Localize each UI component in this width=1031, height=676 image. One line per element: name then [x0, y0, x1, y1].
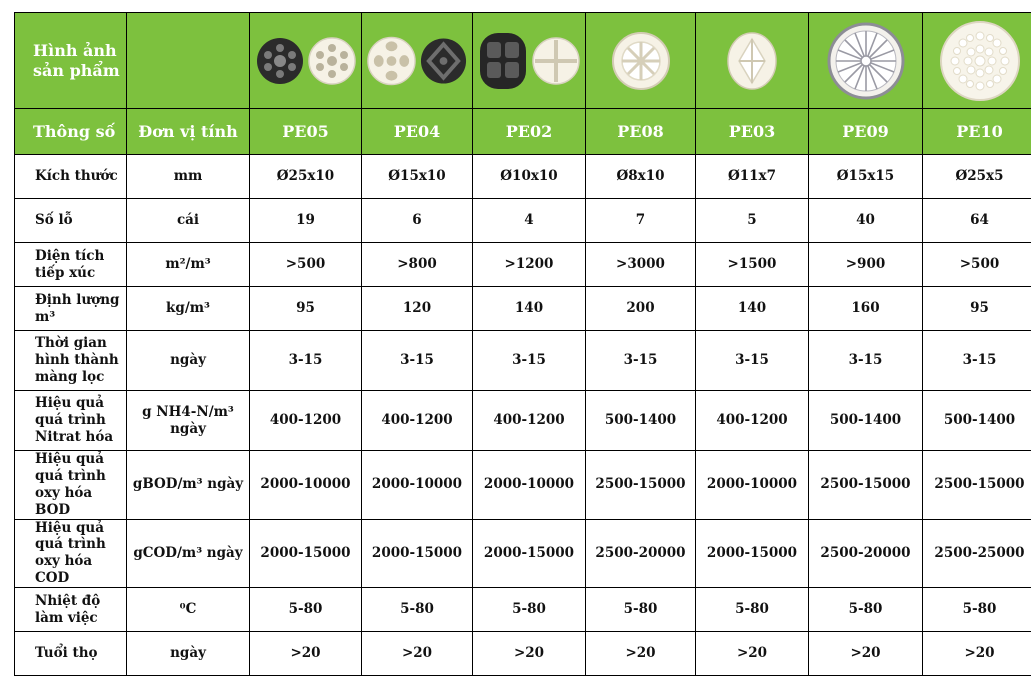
value-cell: 500-1400	[586, 391, 696, 451]
row-label: Hiệu quả quá trình oxy hóa BOD	[15, 451, 127, 520]
product-header-pe05: PE05	[250, 109, 362, 155]
value-cell: Ø25x5	[923, 155, 1031, 199]
value-cell: 7	[586, 199, 696, 243]
value-cell: 2000-15000	[250, 519, 362, 588]
pe02-white-media-icon	[531, 36, 581, 86]
param-header: Thông số	[15, 109, 127, 155]
value-cell: 3-15	[362, 331, 473, 391]
header-row	[15, 109, 1031, 155]
pe03-white-media-icon	[725, 29, 779, 93]
value-cell: 5-80	[923, 588, 1031, 632]
value-cell: Ø15x15	[809, 155, 923, 199]
row-label: Hiệu quả quá trình oxy hóa COD	[15, 519, 127, 588]
value-cell: 400-1200	[696, 391, 809, 451]
value-cell: Ø10x10	[473, 155, 586, 199]
image-row	[15, 13, 1031, 109]
value-cell: >20	[362, 632, 473, 676]
row-label: Hiệu quả quá trình Nitrat hóa	[15, 391, 127, 451]
value-cell: 2000-10000	[696, 451, 809, 520]
pe02-black-media-icon	[477, 30, 529, 92]
value-cell: 2500-15000	[586, 451, 696, 520]
pe04-black-media-icon	[419, 36, 468, 86]
value-cell: 2500-20000	[809, 519, 923, 588]
value-cell: >500	[923, 243, 1031, 287]
value-cell: 5	[696, 199, 809, 243]
product-header-pe08: PE08	[586, 109, 696, 155]
pe05-black-media-icon	[255, 36, 305, 86]
value-cell: 95	[250, 287, 362, 331]
value-cell: >20	[809, 632, 923, 676]
value-cell: 500-1400	[809, 391, 923, 451]
product-header-pe03: PE03	[696, 109, 809, 155]
unit-header: Đơn vị tính	[127, 109, 250, 155]
table-row	[15, 199, 1031, 243]
value-cell: 2500-15000	[809, 451, 923, 520]
unit-cell: g NH4-N/m³ ngày	[127, 391, 250, 451]
value-cell: >500	[250, 243, 362, 287]
value-cell: 2000-10000	[473, 451, 586, 520]
table-row	[15, 519, 1031, 588]
value-cell: 5-80	[362, 588, 473, 632]
value-cell: Ø25x10	[250, 155, 362, 199]
table-row	[15, 287, 1031, 331]
value-cell: >3000	[586, 243, 696, 287]
value-cell: 2500-25000	[923, 519, 1031, 588]
value-cell: >1200	[473, 243, 586, 287]
row-label: Kích thước	[15, 155, 127, 199]
value-cell: 5-80	[250, 588, 362, 632]
table-row	[15, 155, 1031, 199]
pe05-image-cell	[250, 13, 362, 109]
unit-cell: ⁰C	[127, 588, 250, 632]
table-row	[15, 588, 1031, 632]
value-cell: >20	[473, 632, 586, 676]
unit-cell: gBOD/m³ ngày	[127, 451, 250, 520]
unit-cell: cái	[127, 199, 250, 243]
value-cell: >20	[696, 632, 809, 676]
row-label: Định lượng m³	[15, 287, 127, 331]
unit-cell: kg/m³	[127, 287, 250, 331]
value-cell: 2500-15000	[923, 451, 1031, 520]
product-header-pe02: PE02	[473, 109, 586, 155]
row-label: Diện tích tiếp xúc	[15, 243, 127, 287]
table-row	[15, 243, 1031, 287]
value-cell: 3-15	[923, 331, 1031, 391]
value-cell: 40	[809, 199, 923, 243]
pe08-image-cell	[586, 13, 696, 109]
table-row	[15, 451, 1031, 520]
value-cell: 64	[923, 199, 1031, 243]
unit-cell: gCOD/m³ ngày	[127, 519, 250, 588]
value-cell: 3-15	[696, 331, 809, 391]
value-cell: 6	[362, 199, 473, 243]
pe02-image-cell	[473, 13, 586, 109]
row-label: Thời gian hình thành màng lọc	[15, 331, 127, 391]
value-cell: 3-15	[586, 331, 696, 391]
row-label: Nhiệt độ làm việc	[15, 588, 127, 632]
pe10-white-media-icon	[938, 19, 1022, 103]
product-header-pe09: PE09	[809, 109, 923, 155]
value-cell: 400-1200	[250, 391, 362, 451]
value-cell: 400-1200	[362, 391, 473, 451]
row-label: Số lỗ	[15, 199, 127, 243]
pe04-white-media-icon	[366, 31, 417, 91]
value-cell: 95	[923, 287, 1031, 331]
value-cell: 5-80	[586, 588, 696, 632]
value-cell: 160	[809, 287, 923, 331]
value-cell: 500-1400	[923, 391, 1031, 451]
value-cell: 5-80	[696, 588, 809, 632]
value-cell: 5-80	[809, 588, 923, 632]
value-cell: Ø8x10	[586, 155, 696, 199]
product-header-pe04: PE04	[362, 109, 473, 155]
value-cell: >1500	[696, 243, 809, 287]
unit-cell: m²/m³	[127, 243, 250, 287]
spec-table	[14, 12, 1031, 676]
spec-rows	[15, 155, 1031, 676]
value-cell: Ø15x10	[362, 155, 473, 199]
value-cell: 2000-15000	[362, 519, 473, 588]
value-cell: 3-15	[473, 331, 586, 391]
pe04-image-cell	[362, 13, 473, 109]
value-cell: >20	[250, 632, 362, 676]
pe03-image-cell	[696, 13, 809, 109]
value-cell: 3-15	[809, 331, 923, 391]
pe05-white-media-icon	[307, 36, 357, 86]
value-cell: 4	[473, 199, 586, 243]
pe10-image-cell	[923, 13, 1031, 109]
row-label: Tuổi thọ	[15, 632, 127, 676]
unit-cell: ngày	[127, 632, 250, 676]
unit-cell: ngày	[127, 331, 250, 391]
value-cell: Ø11x7	[696, 155, 809, 199]
value-cell: 2000-15000	[473, 519, 586, 588]
image-blank-cell	[127, 13, 250, 109]
value-cell: 3-15	[250, 331, 362, 391]
value-cell: 200	[586, 287, 696, 331]
value-cell: 2000-10000	[362, 451, 473, 520]
image-label: Hình ảnh sản phẩm	[15, 13, 127, 109]
value-cell: 120	[362, 287, 473, 331]
pe09-image-cell	[809, 13, 923, 109]
value-cell: 19	[250, 199, 362, 243]
value-cell: >20	[586, 632, 696, 676]
product-header-pe10: PE10	[923, 109, 1031, 155]
value-cell: 2500-20000	[586, 519, 696, 588]
value-cell: >900	[809, 243, 923, 287]
value-cell: 2000-10000	[250, 451, 362, 520]
value-cell: 140	[696, 287, 809, 331]
value-cell: >20	[923, 632, 1031, 676]
value-cell: 400-1200	[473, 391, 586, 451]
value-cell: 140	[473, 287, 586, 331]
table-row	[15, 331, 1031, 391]
table-row	[15, 391, 1031, 451]
pe08-white-media-icon	[610, 30, 672, 92]
value-cell: >800	[362, 243, 473, 287]
value-cell: 5-80	[473, 588, 586, 632]
pe09-white-media-icon	[826, 21, 906, 101]
value-cell: 2000-15000	[696, 519, 809, 588]
unit-cell: mm	[127, 155, 250, 199]
